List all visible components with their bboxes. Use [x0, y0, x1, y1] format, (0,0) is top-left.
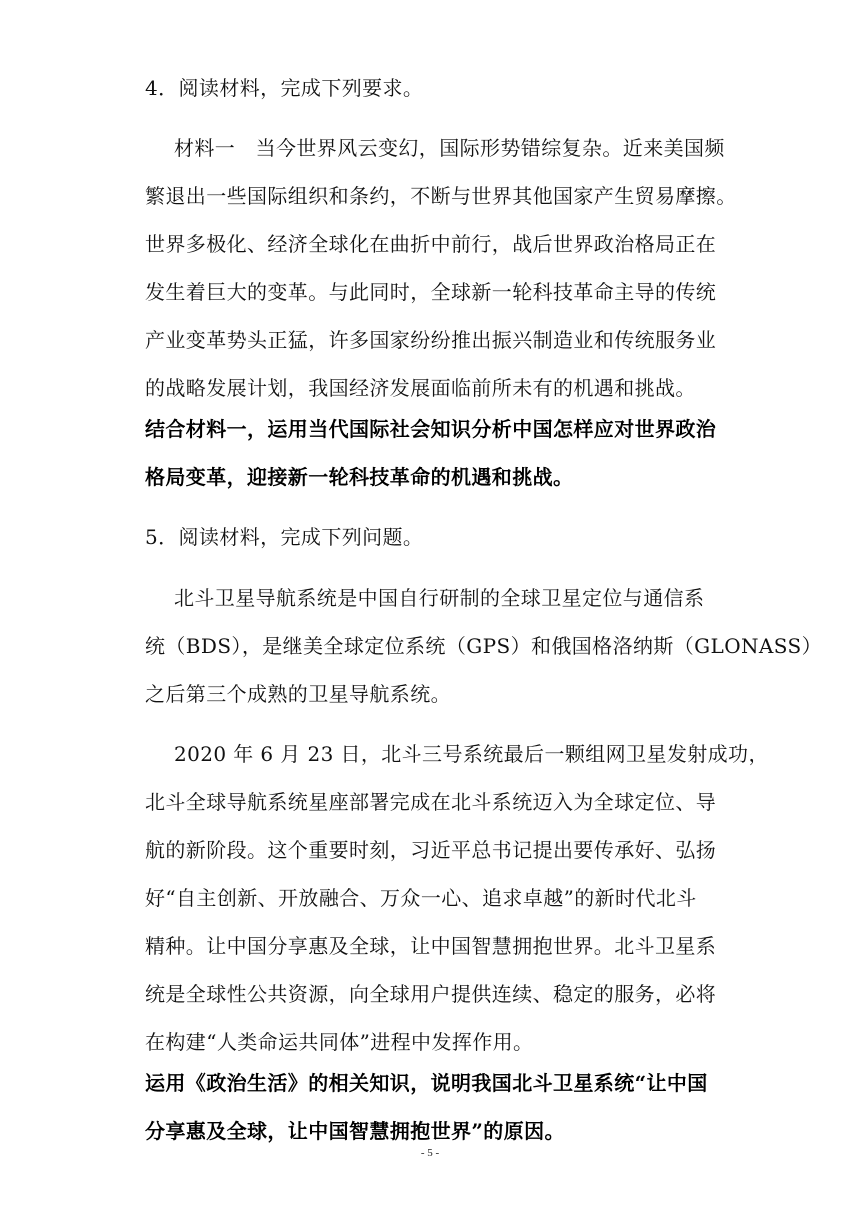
material-1-line: 材料一 当今世界风云变幻，国际形势错综复杂。近来美国频 — [174, 136, 725, 160]
beidou-intro-line: 统（BDS），是继美全球定位系统（GPS）和俄国格洛纳斯（GLONASS） — [145, 634, 823, 658]
material-1-line: 产业变革势头正猛，许多国家纷纷推出振兴制造业和传统服务业 — [145, 328, 717, 352]
beidou-news-line: 航的新阶段。这个重要时刻，习近平总书记提出要传承好、弘扬 — [145, 838, 717, 862]
beidou-news-line: 2020 年 6 月 23 日，北斗三号系统最后一颗组网卫星发射成功， — [174, 742, 769, 766]
material-1-line: 世界多极化、经济全球化在曲折中前行，战后世界政治格局正在 — [145, 232, 717, 256]
page-number: - 5 - — [420, 1147, 440, 1159]
question-4-heading: 4．阅读材料，完成下列要求。 — [145, 76, 424, 100]
question-5-prompt-line: 分享惠及全球，让中国智慧拥抱世界”的原因。 — [145, 1119, 565, 1143]
question-5-prompt-line: 运用《政治生活》的相关知识，说明我国北斗卫星系统“让中国 — [145, 1071, 708, 1095]
question-4-prompt-line: 结合材料一，运用当代国际社会知识分析中国怎样应对世界政治 — [145, 417, 717, 441]
beidou-intro-line: 北斗卫星导航系统是中国自行研制的全球卫星定位与通信系 — [174, 586, 705, 610]
beidou-news-line: 好“自主创新、开放融合、万众一心、追求卓越”的新时代北斗 — [145, 886, 697, 910]
question-4-prompt-line: 格局变革，迎接新一轮科技革命的机遇和挑战。 — [145, 465, 574, 489]
material-1-line: 繁退出一些国际组织和条约，不断与世界其他国家产生贸易摩擦。 — [145, 184, 737, 208]
material-1-line: 发生着巨大的变革。与此同时，全球新一轮科技革命主导的传统 — [145, 280, 717, 304]
material-1-line: 的战略发展计划，我国经济发展面临前所未有的机遇和挑战。 — [145, 376, 696, 400]
beidou-news-line: 在构建“人类命运共同体”进程中发挥作用。 — [145, 1030, 534, 1054]
question-5-heading: 5．阅读材料，完成下列问题。 — [145, 525, 424, 549]
beidou-news-line: 北斗全球导航系统星座部署完成在北斗系统迈入为全球定位、导 — [145, 790, 717, 814]
beidou-intro-line: 之后第三个成熟的卫星导航系统。 — [145, 682, 451, 706]
beidou-news-line: 统是全球性公共资源，向全球用户提供连续、稳定的服务，必将 — [145, 982, 717, 1006]
beidou-news-line: 精种。让中国分享惠及全球，让中国智慧拥抱世界。北斗卫星系 — [145, 934, 717, 958]
